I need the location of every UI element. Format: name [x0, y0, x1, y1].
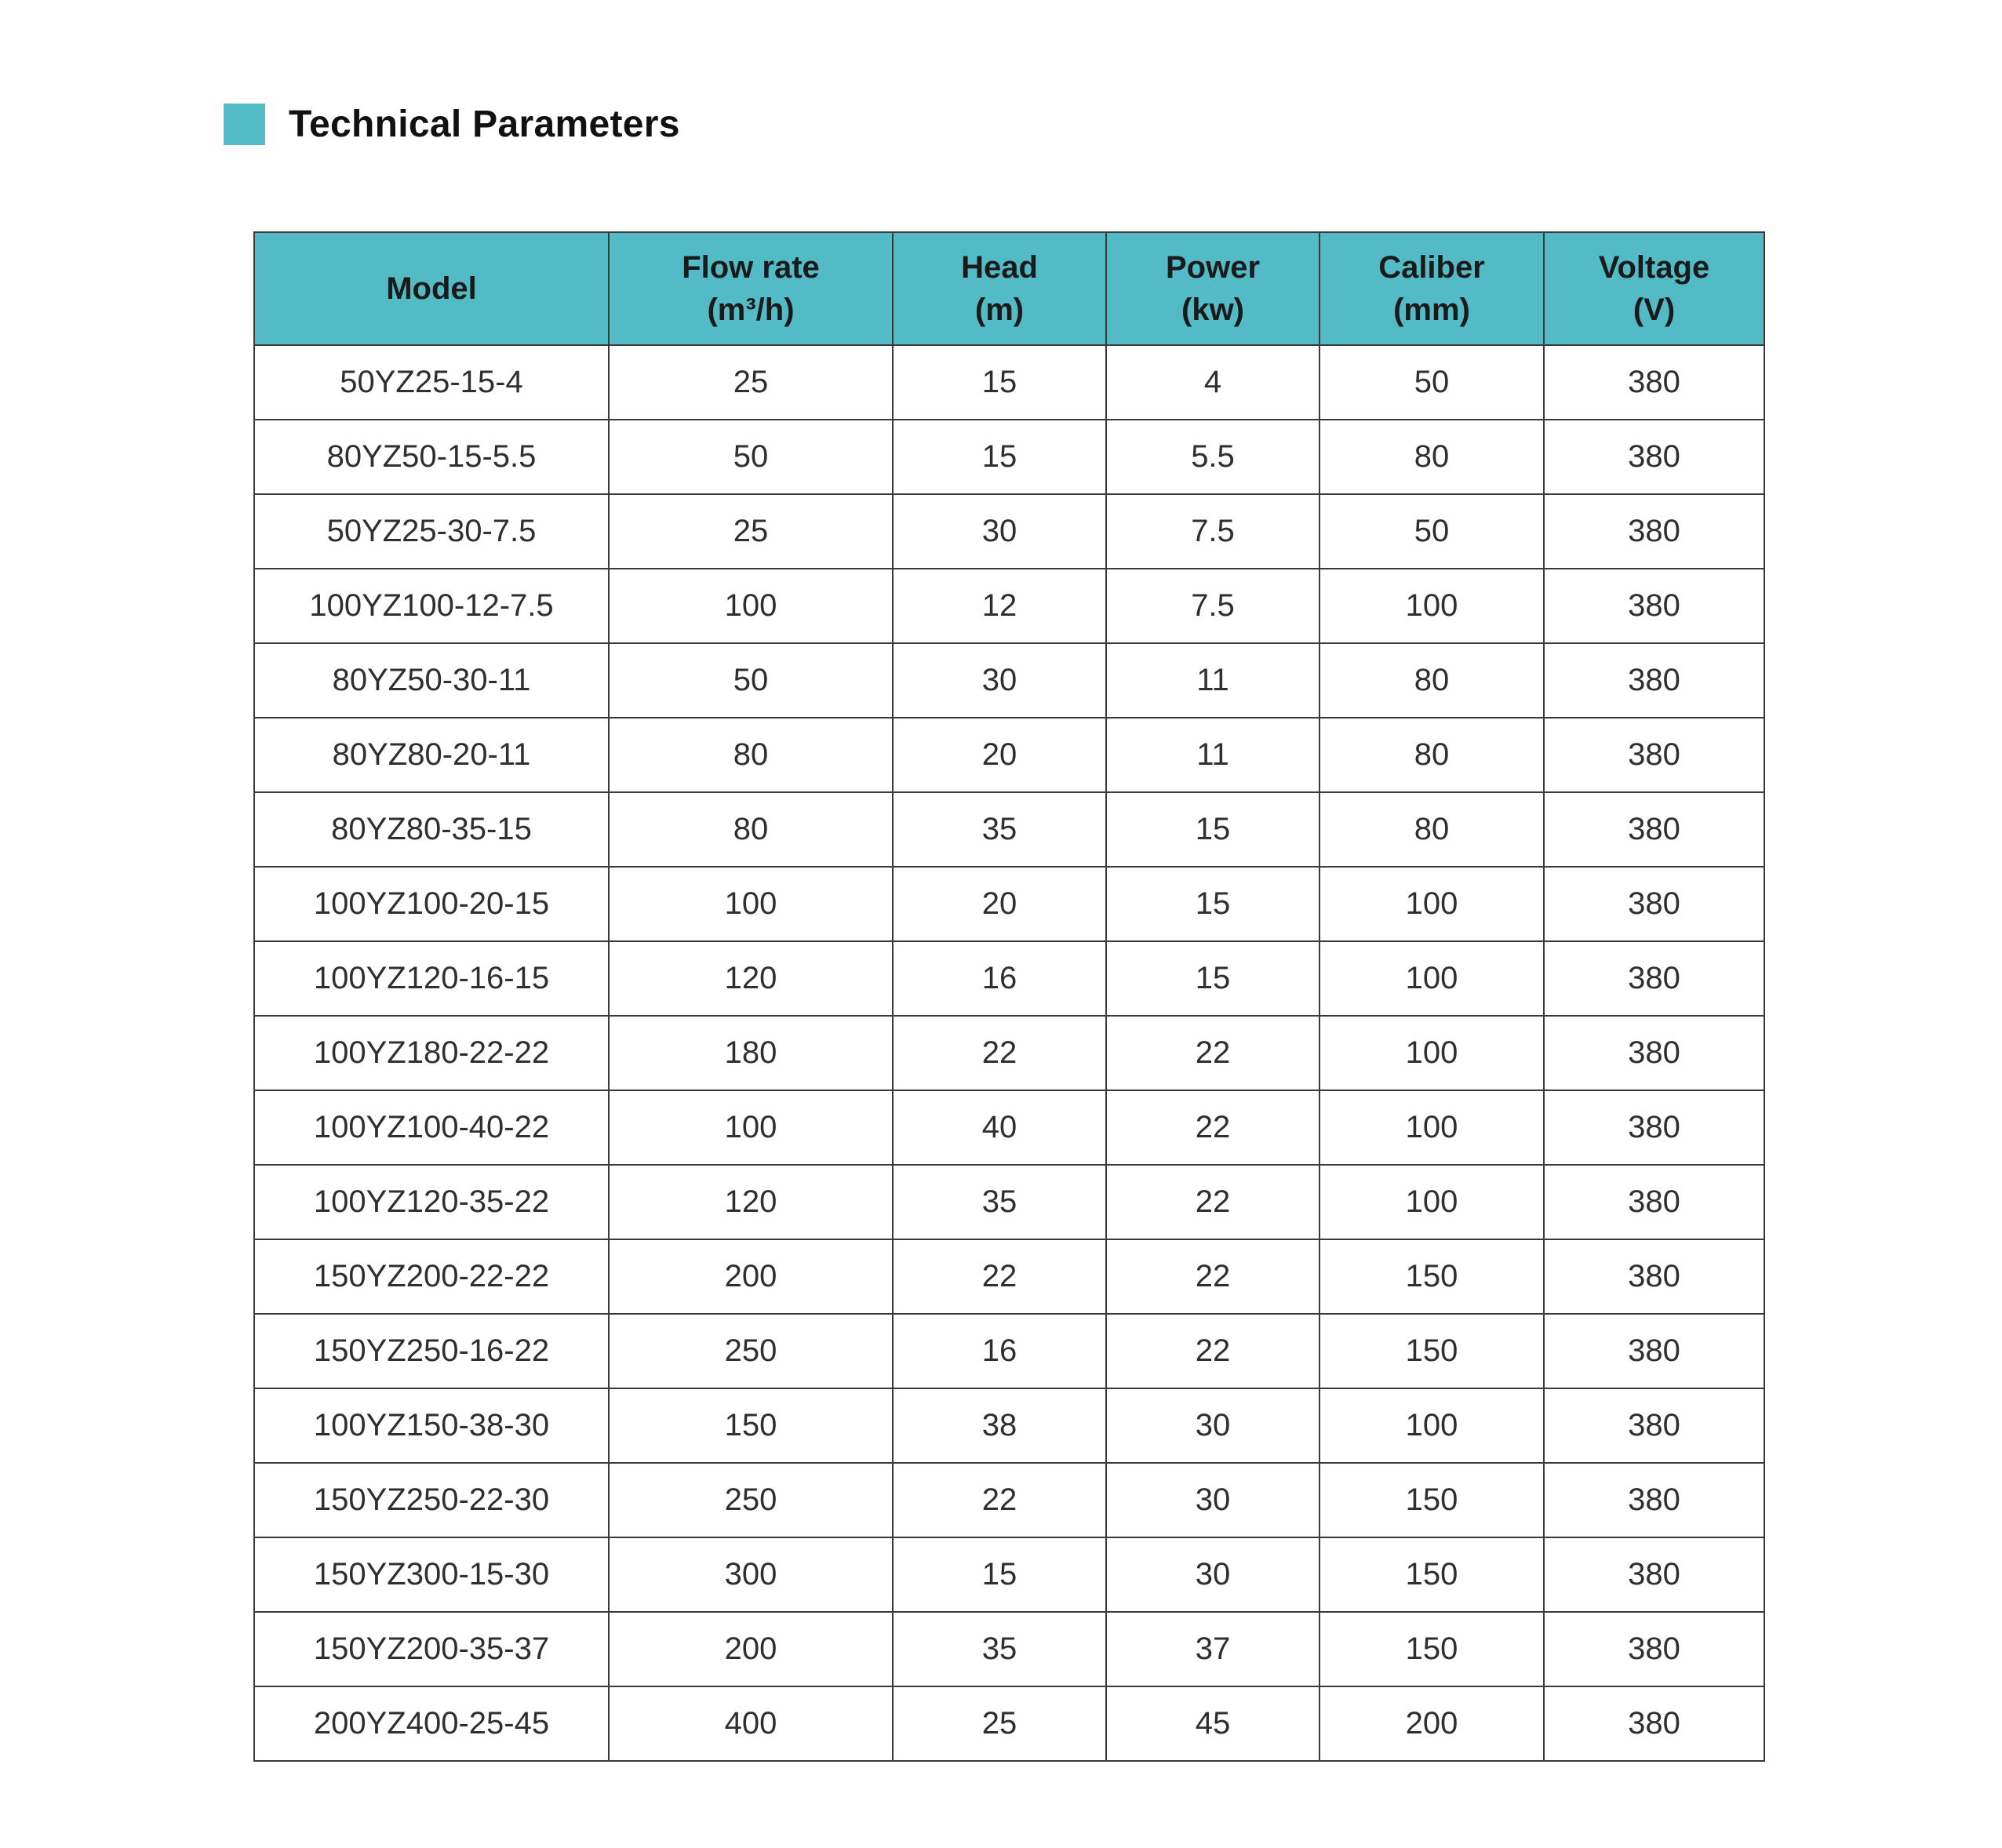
section-title: Technical Parameters [289, 103, 680, 145]
cell-caliber: 100 [1320, 867, 1544, 941]
cell-flow-rate: 120 [609, 941, 893, 1016]
cell-head: 30 [893, 494, 1106, 569]
cell-caliber: 150 [1320, 1612, 1544, 1686]
cell-head: 15 [893, 420, 1106, 494]
table-row [254, 643, 1764, 718]
cell-flow-rate: 80 [609, 718, 893, 792]
cell-head: 30 [893, 643, 1106, 718]
cell-voltage: 380 [1544, 420, 1764, 494]
cell-voltage: 380 [1544, 1388, 1764, 1463]
cell-power: 22 [1106, 1016, 1320, 1090]
cell-power: 15 [1106, 792, 1320, 867]
cell-power: 15 [1106, 941, 1320, 1016]
cell-caliber: 100 [1320, 941, 1544, 1016]
cell-voltage: 380 [1544, 1314, 1764, 1388]
cell-voltage: 380 [1544, 569, 1764, 643]
cell-head: 20 [893, 867, 1106, 941]
table-row [254, 1314, 1764, 1388]
column-header-line2: (V) [1633, 293, 1676, 327]
cell-power: 30 [1106, 1463, 1320, 1537]
cell-model: 100YZ120-16-15 [254, 941, 609, 1016]
cell-flow-rate: 200 [609, 1239, 893, 1314]
table-row [254, 569, 1764, 643]
table-row [254, 867, 1764, 941]
cell-model: 80YZ50-30-11 [254, 643, 609, 718]
cell-model: 100YZ100-12-7.5 [254, 569, 609, 643]
column-header-line1: Voltage [1598, 250, 1710, 285]
column-header-flow-rate [609, 232, 893, 345]
cell-flow-rate: 200 [609, 1612, 893, 1686]
technical-parameters-table-wrapper [253, 231, 1764, 1762]
cell-power: 45 [1106, 1686, 1320, 1761]
cell-model: 150YZ200-35-37 [254, 1612, 609, 1686]
cell-head: 22 [893, 1016, 1106, 1090]
cell-head: 15 [893, 345, 1106, 420]
cell-model: 100YZ120-35-22 [254, 1165, 609, 1239]
table-row [254, 1090, 1764, 1165]
cell-caliber: 100 [1320, 569, 1544, 643]
cell-head: 15 [893, 1537, 1106, 1612]
table-row [254, 1612, 1764, 1686]
cell-head: 35 [893, 1165, 1106, 1239]
column-header-line2: (mm) [1393, 293, 1470, 327]
cell-flow-rate: 25 [609, 494, 893, 569]
cell-model: 100YZ150-38-30 [254, 1388, 609, 1463]
cell-voltage: 380 [1544, 643, 1764, 718]
cell-flow-rate: 100 [609, 1090, 893, 1165]
table-header [254, 232, 1764, 345]
column-header-line1: Head [961, 250, 1038, 285]
cell-caliber: 100 [1320, 1388, 1544, 1463]
column-header-head [893, 232, 1106, 345]
cell-caliber: 80 [1320, 792, 1544, 867]
cell-model: 150YZ250-22-30 [254, 1463, 609, 1537]
cell-voltage: 380 [1544, 1239, 1764, 1314]
cell-head: 16 [893, 941, 1106, 1016]
cell-flow-rate: 25 [609, 345, 893, 420]
cell-flow-rate: 50 [609, 643, 893, 718]
cell-caliber: 150 [1320, 1239, 1544, 1314]
cell-flow-rate: 400 [609, 1686, 893, 1761]
cell-head: 20 [893, 718, 1106, 792]
technical-parameters-table [253, 231, 1765, 1762]
cell-voltage: 380 [1544, 1016, 1764, 1090]
column-header-line2: (kw) [1181, 293, 1244, 327]
cell-power: 15 [1106, 867, 1320, 941]
cell-flow-rate: 150 [609, 1388, 893, 1463]
cell-head: 22 [893, 1463, 1106, 1537]
cell-voltage: 380 [1544, 1612, 1764, 1686]
cell-power: 7.5 [1106, 494, 1320, 569]
column-header-line1: Flow rate [682, 250, 820, 285]
cell-head: 25 [893, 1686, 1106, 1761]
cell-power: 22 [1106, 1314, 1320, 1388]
cell-voltage: 380 [1544, 345, 1764, 420]
cell-caliber: 100 [1320, 1165, 1544, 1239]
cell-voltage: 380 [1544, 1090, 1764, 1165]
cell-model: 100YZ100-40-22 [254, 1090, 609, 1165]
column-header-line1: Caliber [1378, 250, 1485, 285]
column-header-line1: Model [386, 271, 477, 306]
cell-power: 30 [1106, 1537, 1320, 1612]
cell-caliber: 80 [1320, 643, 1544, 718]
column-header-power [1106, 232, 1320, 345]
cell-caliber: 80 [1320, 718, 1544, 792]
column-header-line1: Power [1165, 250, 1261, 285]
cell-flow-rate: 50 [609, 420, 893, 494]
cell-model: 150YZ300-15-30 [254, 1537, 609, 1612]
cell-model: 80YZ50-15-5.5 [254, 420, 609, 494]
column-header-model [254, 232, 609, 345]
cell-power: 7.5 [1106, 569, 1320, 643]
table-row [254, 1016, 1764, 1090]
cell-model: 80YZ80-20-11 [254, 718, 609, 792]
cell-power: 30 [1106, 1388, 1320, 1463]
cell-model: 150YZ200-22-22 [254, 1239, 609, 1314]
table-body [254, 345, 1764, 1761]
cell-voltage: 380 [1544, 792, 1764, 867]
cell-caliber: 50 [1320, 494, 1544, 569]
cell-power: 11 [1106, 718, 1320, 792]
table-row [254, 494, 1764, 569]
cell-power: 37 [1106, 1612, 1320, 1686]
cell-power: 22 [1106, 1090, 1320, 1165]
cell-head: 16 [893, 1314, 1106, 1388]
cell-flow-rate: 250 [609, 1314, 893, 1388]
table-row [254, 1686, 1764, 1761]
cell-voltage: 380 [1544, 1165, 1764, 1239]
cell-model: 50YZ25-30-7.5 [254, 494, 609, 569]
cell-caliber: 150 [1320, 1314, 1544, 1388]
table-row [254, 345, 1764, 420]
table-row [254, 792, 1764, 867]
cell-head: 12 [893, 569, 1106, 643]
table-row [254, 1537, 1764, 1612]
cell-model: 80YZ80-35-15 [254, 792, 609, 867]
cell-caliber: 100 [1320, 1016, 1544, 1090]
cell-flow-rate: 80 [609, 792, 893, 867]
cell-voltage: 380 [1544, 718, 1764, 792]
column-header-caliber [1320, 232, 1544, 345]
cell-flow-rate: 250 [609, 1463, 893, 1537]
table-header-row [254, 232, 1764, 345]
cell-voltage: 380 [1544, 1463, 1764, 1537]
table-row [254, 1239, 1764, 1314]
cell-model: 200YZ400-25-45 [254, 1686, 609, 1761]
section-marker [224, 104, 265, 145]
cell-caliber: 200 [1320, 1686, 1544, 1761]
cell-flow-rate: 120 [609, 1165, 893, 1239]
cell-power: 22 [1106, 1239, 1320, 1314]
cell-voltage: 380 [1544, 867, 1764, 941]
cell-caliber: 80 [1320, 420, 1544, 494]
column-header-line2: (m³/h) [707, 293, 795, 327]
cell-head: 38 [893, 1388, 1106, 1463]
cell-voltage: 380 [1544, 1686, 1764, 1761]
cell-flow-rate: 300 [609, 1537, 893, 1612]
cell-flow-rate: 100 [609, 569, 893, 643]
table-row [254, 1388, 1764, 1463]
cell-flow-rate: 180 [609, 1016, 893, 1090]
table-row [254, 420, 1764, 494]
cell-caliber: 50 [1320, 345, 1544, 420]
cell-model: 50YZ25-15-4 [254, 345, 609, 420]
cell-model: 150YZ250-16-22 [254, 1314, 609, 1388]
cell-voltage: 380 [1544, 941, 1764, 1016]
cell-power: 4 [1106, 345, 1320, 420]
table-row [254, 1463, 1764, 1537]
cell-head: 22 [893, 1239, 1106, 1314]
section-header [224, 100, 680, 147]
cell-head: 40 [893, 1090, 1106, 1165]
cell-caliber: 100 [1320, 1090, 1544, 1165]
column-header-line2: (m) [974, 293, 1025, 327]
cell-voltage: 380 [1544, 1537, 1764, 1612]
cell-caliber: 150 [1320, 1463, 1544, 1537]
cell-model: 100YZ100-20-15 [254, 867, 609, 941]
cell-caliber: 150 [1320, 1537, 1544, 1612]
cell-model: 100YZ180-22-22 [254, 1016, 609, 1090]
table-row [254, 941, 1764, 1016]
cell-power: 5.5 [1106, 420, 1320, 494]
cell-head: 35 [893, 1612, 1106, 1686]
table-row [254, 718, 1764, 792]
cell-power: 22 [1106, 1165, 1320, 1239]
cell-flow-rate: 100 [609, 867, 893, 941]
cell-head: 35 [893, 792, 1106, 867]
cell-voltage: 380 [1544, 494, 1764, 569]
column-header-voltage [1544, 232, 1764, 345]
cell-power: 11 [1106, 643, 1320, 718]
table-row [254, 1165, 1764, 1239]
